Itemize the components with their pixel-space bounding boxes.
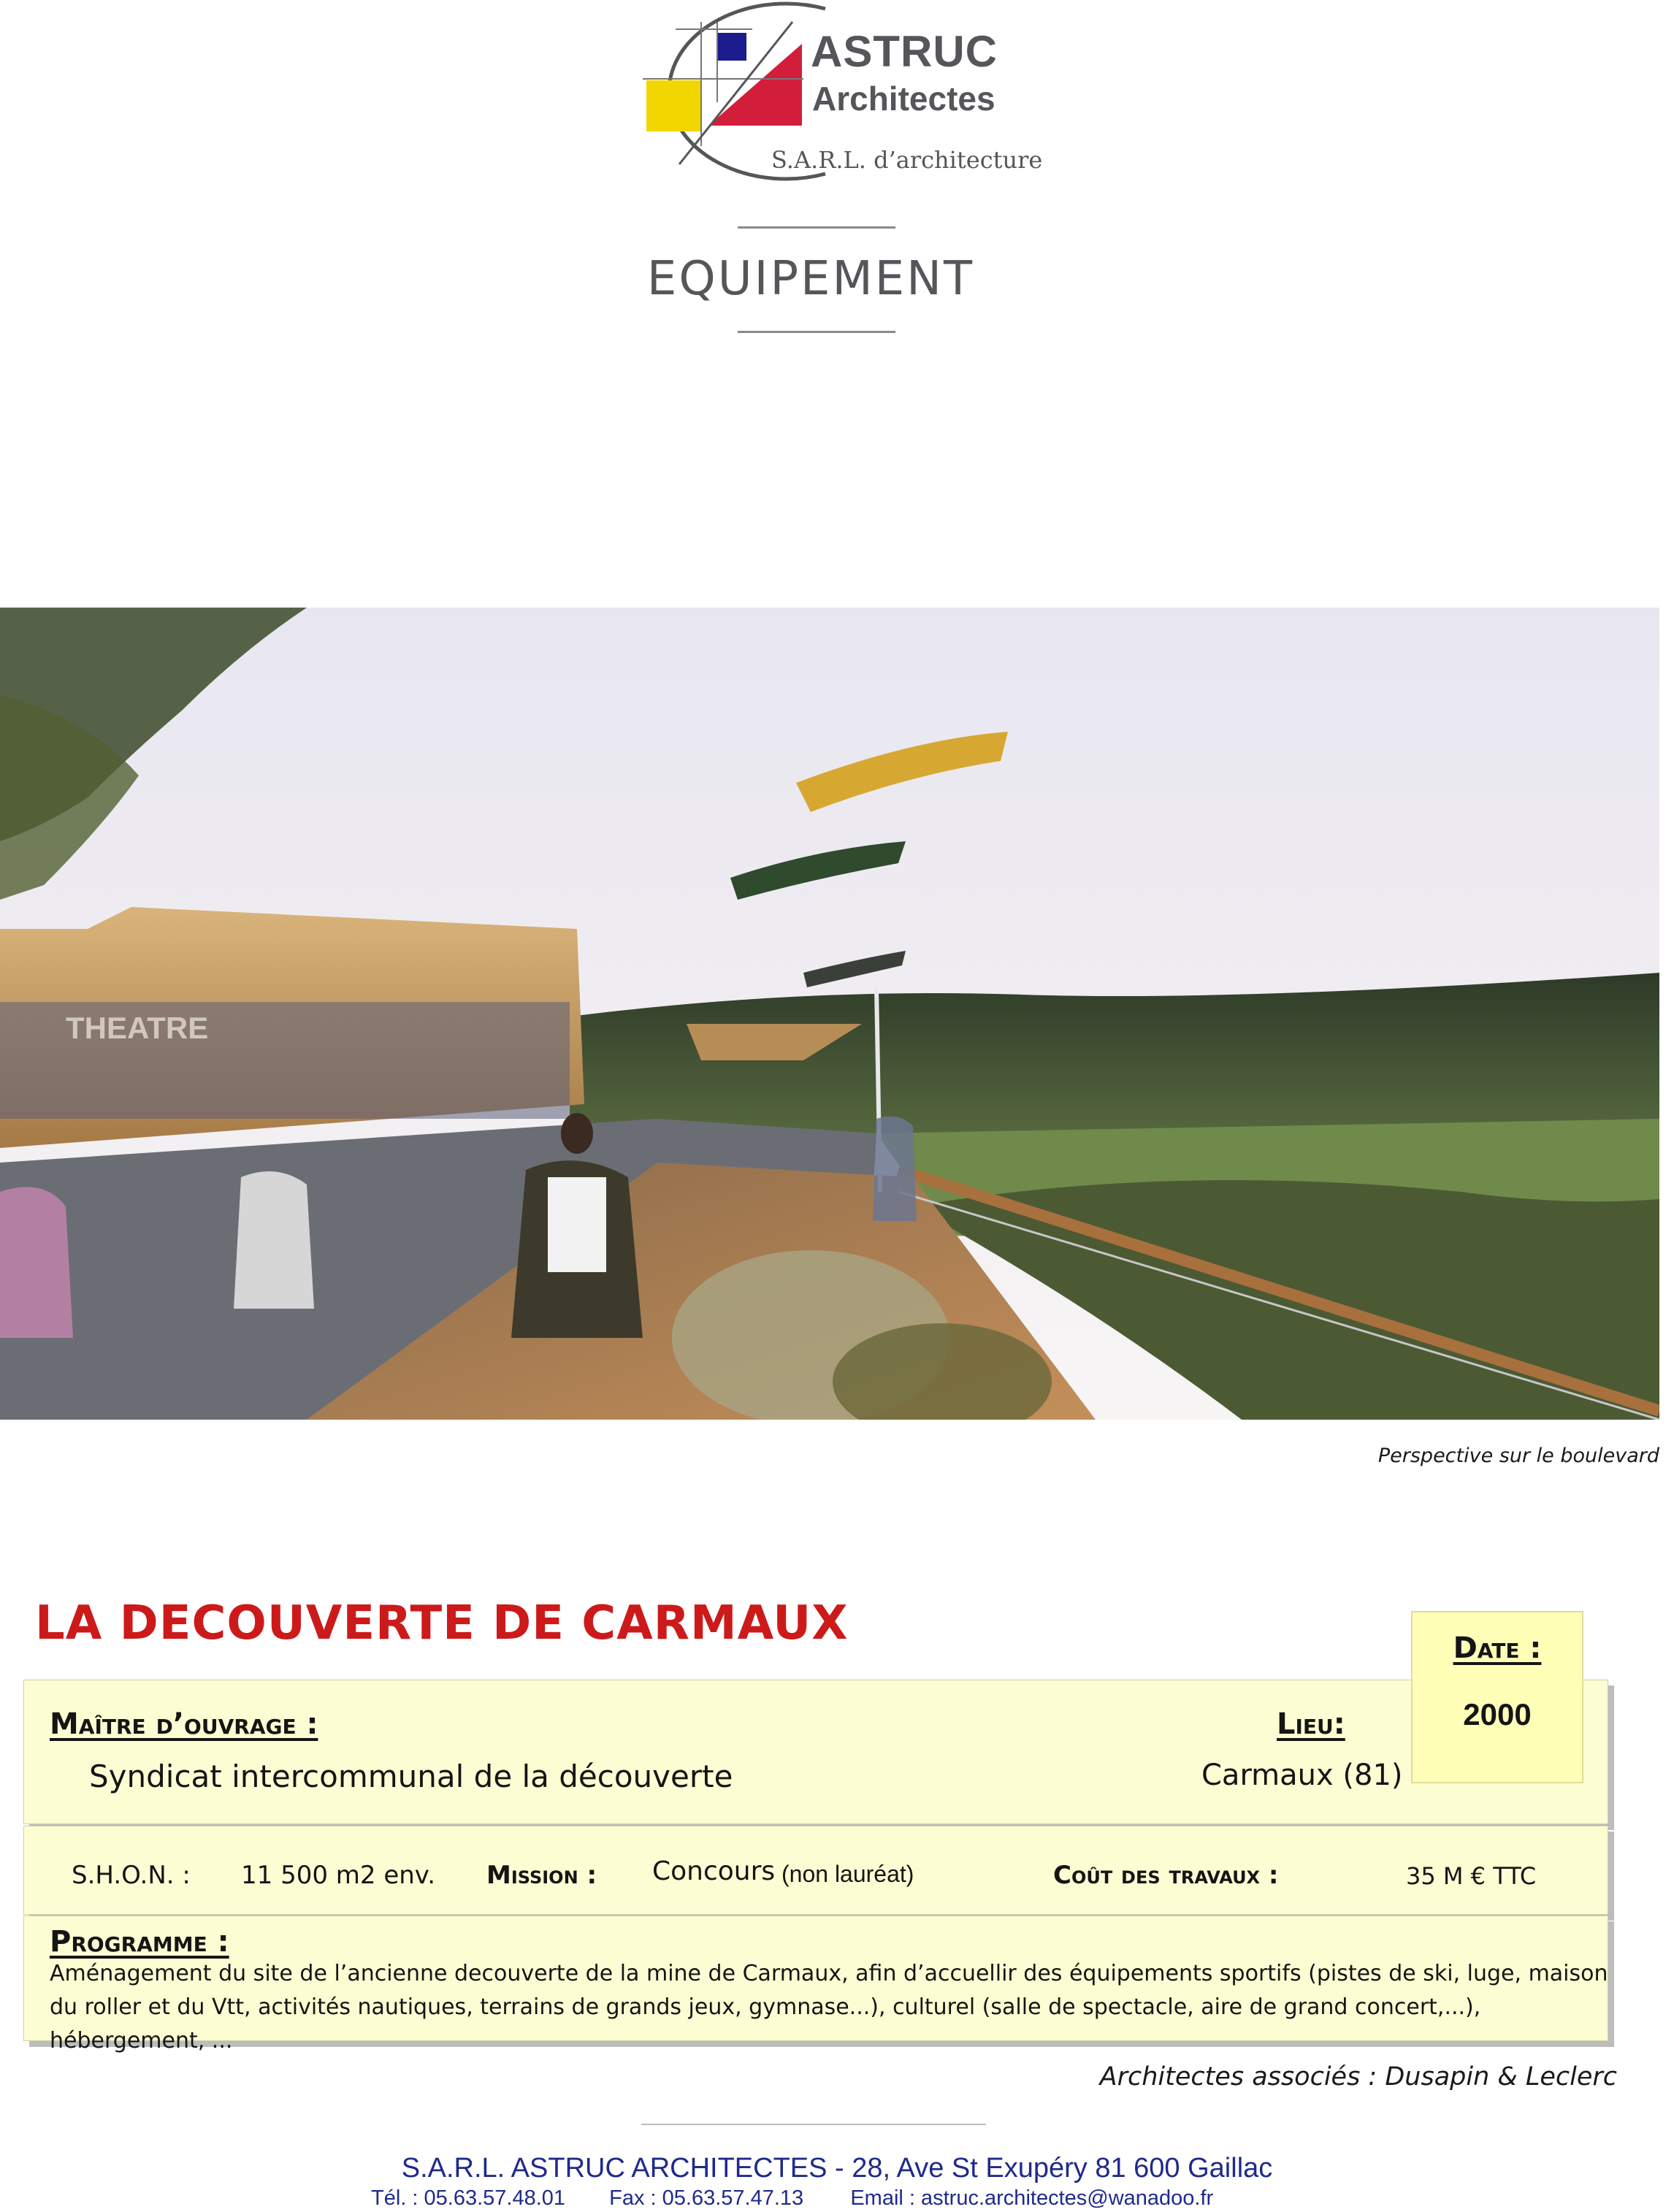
location-label: Lieu: xyxy=(1277,1707,1345,1741)
program-text: Aménagement du site de l’ancienne decouverte de la mine de Carmaux, afin d’accuellir des équipements sportifs (pistes de ski, luge, maison du roller et du Vtt, activités nautiques, terrains de grands jeux, gymnase...), culturel (salle de spectacle, aire de grand concert,...), hébergement, ... xyxy=(50,1961,1608,2054)
brand-subtitle: Architectes xyxy=(812,80,995,118)
pedestrian xyxy=(873,1117,917,1221)
theatre-sign: THEATRE xyxy=(66,1011,209,1045)
footer-phone: Tél. : 05.63.57.48.01 xyxy=(371,2186,566,2210)
date-value: 2000 xyxy=(1463,1697,1532,1731)
mission-label: Mission : xyxy=(486,1861,597,1890)
footer-fax: Fax : 05.63.57.47.13 xyxy=(609,2186,804,2210)
footer-email[interactable]: Email : astruc.architectes@wanadoo.fr xyxy=(850,2186,1214,2210)
client-value: Syndicat intercommunal de la découverte xyxy=(89,1758,733,1794)
person-shirt xyxy=(548,1177,606,1272)
perspective-illustration xyxy=(0,608,1659,1420)
footer-divider xyxy=(641,2124,986,2125)
shon-label: S.H.O.N. : xyxy=(72,1861,191,1890)
project-title: LA DECOUVERTE DE CARMAUX xyxy=(35,1596,849,1650)
client-label: Maître d’ouvrage : xyxy=(50,1707,318,1741)
shon-value: 11 500 m2 env. xyxy=(241,1861,436,1890)
footer-address: S.A.R.L. ASTRUC ARCHITECTES - 28, Ave St Exupéry 81 600 Gaillac xyxy=(401,2153,1273,2184)
client-panel xyxy=(23,1680,1608,1824)
cost-label: Coût des travaux : xyxy=(1053,1861,1279,1890)
mission-note: (non lauréat) xyxy=(781,1861,914,1887)
brand-tagline: S.A.R.L. d’architecture xyxy=(771,146,1043,174)
program-label: Programme : xyxy=(50,1925,229,1959)
section-title: EQUIPEMENT xyxy=(646,252,975,306)
divider-bottom xyxy=(738,331,895,333)
associate-architects: Architectes associés : Dusapin & Leclerc xyxy=(1099,2062,1617,2092)
cyclist-figure xyxy=(234,1171,314,1309)
footer-contacts xyxy=(371,2186,1213,2211)
divider-top xyxy=(738,226,895,229)
brand-name: ASTRUC xyxy=(811,27,998,76)
illustration-caption: Perspective sur le boulevard xyxy=(1377,1444,1659,1467)
mission-value: Concours xyxy=(652,1856,776,1886)
date-label: Date : xyxy=(1453,1631,1542,1665)
location-value: Carmaux (81) xyxy=(1201,1758,1403,1792)
logo-yellow-square xyxy=(646,80,701,131)
person-head xyxy=(561,1113,593,1154)
blurred-pedestrian xyxy=(0,1187,73,1338)
cost-value: 35 M € TTC xyxy=(1406,1862,1537,1890)
date-box xyxy=(1411,1611,1583,1783)
logo-blue-square xyxy=(717,33,746,61)
